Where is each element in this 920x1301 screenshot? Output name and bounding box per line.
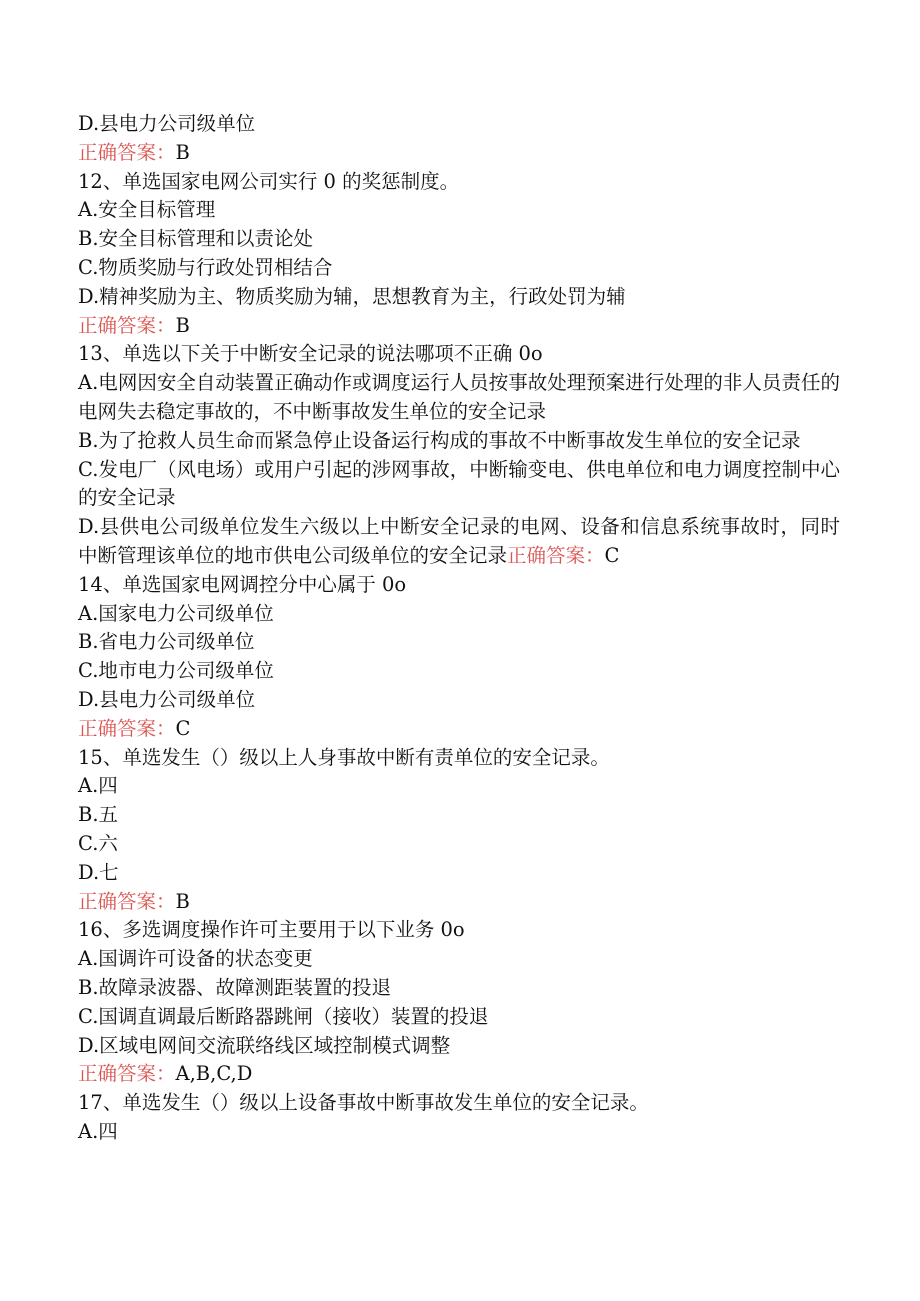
answer-value: C bbox=[175, 716, 191, 740]
answer-label: 正确答案： bbox=[78, 140, 176, 164]
option-a: A.四 bbox=[78, 774, 118, 798]
answer-value: C bbox=[604, 543, 620, 567]
option-d: D.县供电公司级单位发生六级以上中断安全记录的电网、设备和信息系统事故时，同时中断管理该单位的地市供电公司级单位的安全记录 bbox=[78, 515, 840, 567]
option-b: B.为了抢救人员生命而紧急停止设备运行构成的事故不中断事故发生单位的安全记录 bbox=[78, 428, 801, 452]
option-a: A.国家电力公司级单位 bbox=[78, 601, 274, 625]
answer-line bbox=[78, 139, 840, 168]
answer-label: 正确答案： bbox=[78, 889, 176, 913]
option-d-with-answer bbox=[78, 513, 840, 571]
option-c: C.国调直调最后断路器跳闸（接收）装置的投退 bbox=[78, 1004, 489, 1028]
option-d: D.县电力公司级单位 bbox=[78, 687, 256, 711]
question-15: 15、单选发生（）级以上人身事故中断有责单位的安全记录。 bbox=[78, 745, 610, 769]
option-c: C.地市电力公司级单位 bbox=[78, 659, 274, 683]
answer-label: 正确答案： bbox=[78, 313, 176, 337]
option-b: B.省电力公司级单位 bbox=[78, 630, 255, 654]
answer-label: 正确答案： bbox=[507, 543, 605, 567]
option-d: D.七 bbox=[78, 860, 119, 884]
option-c: C.物质奖励与行政处罚相结合 bbox=[78, 255, 333, 279]
answer-line bbox=[78, 715, 840, 744]
option-b: B.故障录波器、故障测距装置的投退 bbox=[78, 975, 392, 999]
answer-value: B bbox=[175, 313, 190, 337]
question-16: 16、多选调度操作许可主要用于以下业务 0o bbox=[78, 918, 465, 942]
question-13: 13、单选以下关于中断安全记录的说法哪项不正确 0o bbox=[78, 342, 543, 366]
option-b: B.五 bbox=[78, 803, 119, 827]
answer-value: B bbox=[175, 889, 190, 913]
answer-line bbox=[78, 312, 840, 341]
answer-value: A,B,C,D bbox=[175, 1062, 253, 1086]
option-b: B.安全目标管理和以责论处 bbox=[78, 227, 314, 251]
question-12: 12、单选国家电网公司实行 0 的奖惩制度。 bbox=[78, 169, 460, 193]
answer-label: 正确答案： bbox=[78, 716, 176, 740]
document-page bbox=[78, 110, 840, 1147]
option-c: C.发电厂（风电场）或用户引起的涉网事故，中断输变电、供电单位和电力调度控制中心的安全记录 bbox=[78, 457, 840, 510]
question-17: 17、单选发生（）级以上设备事故中断事故发生单位的安全记录。 bbox=[78, 1091, 649, 1115]
option-a: A.四 bbox=[78, 1119, 118, 1143]
option-d: D.精神奖励为主、物质奖励为辅，思想教育为主，行政处罚为辅 bbox=[78, 284, 626, 308]
answer-line bbox=[78, 888, 840, 917]
answer-line bbox=[78, 1060, 840, 1089]
option-d: D.县电力公司级单位 bbox=[78, 112, 256, 135]
question-14: 14、单选国家电网调控分中心属于 0o bbox=[78, 572, 407, 596]
option-a: A.国调许可设备的状态变更 bbox=[78, 947, 313, 971]
answer-value: B bbox=[175, 140, 190, 164]
option-d: D.区域电网间交流联络线区域控制模式调整 bbox=[78, 1033, 451, 1057]
option-c: C.六 bbox=[78, 831, 118, 855]
answer-label: 正确答案： bbox=[78, 1062, 176, 1086]
option-a: A.安全目标管理 bbox=[78, 198, 216, 222]
option-a: A.电网因安全自动装置正确动作或调度运行人员按事故处理预案进行处理的非人员责任的电网失去稳定事故的，不中断事故发生单位的安全记录 bbox=[78, 371, 840, 423]
